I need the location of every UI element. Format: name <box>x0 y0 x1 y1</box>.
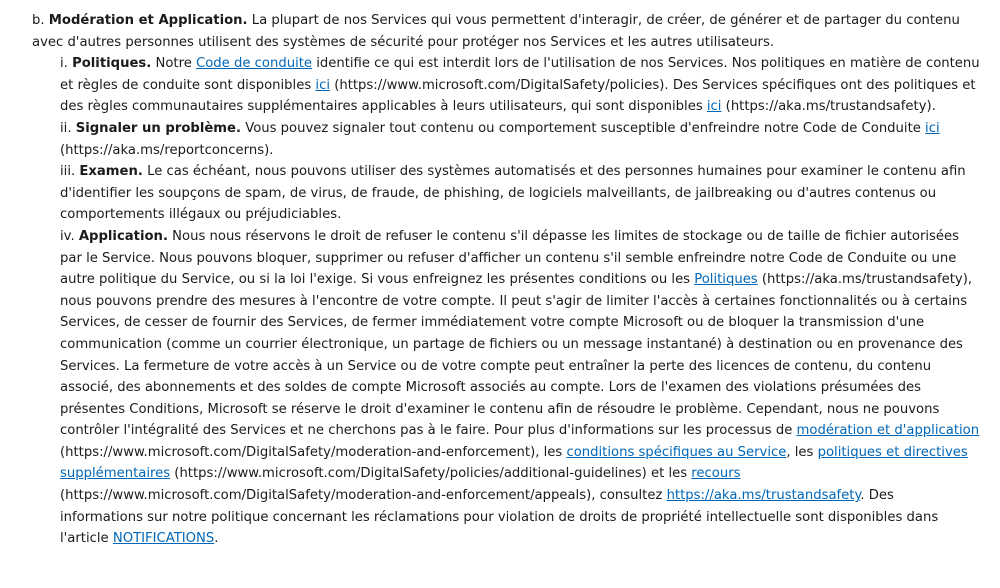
item-iii-heading: Examen. <box>79 164 143 180</box>
section-b-text: La plupart de nos Services qui vous permettent d'interagir, de créer, de générer et de partager du contenu avec d'autres personnes utilisent des systèmes de sécurité pour protéger nos Services et les autres utilisateurs. <box>32 13 960 50</box>
item-iv-text-7: . Des informations sur notre politique concernant les réclamations pour violation de droits de propriété intellectuelle sont disponibles dans l'article <box>60 488 939 547</box>
item-iv-text-3: (https://www.microsoft.com/DigitalSafety/moderation-and-enforcement), les <box>60 444 567 460</box>
item-iv-text-6: (https://www.microsoft.com/DigitalSafety/moderation-and-enforcement/appeals), consultez <box>60 488 667 504</box>
item-iii-paragraph <box>32 161 980 226</box>
item-iv-text-2: (https://aka.ms/trustandsafety), nous pouvons prendre des mesures à l'encontre de votre compte. Il peut s'agir de limiter l'accès à certaines fonctionnalités ou à certains Services, de cesser de fournir des Services, de fermer immédiatement votre compte Microsoft ou de bloquer la transmission d'une communication (comme un courrier électronique, un partage de fichiers ou un message instantané) à destination ou en provenance des Services. La fermeture de votre accès à un Service ou de votre compte peut entraîner la perte des licences de contenu, du contenu associé, des abonnements et des soldes de compte Microsoft associés au compte. Lors de l'examen des violations présumées des présentes Conditions, Microsoft se réserve le droit d'examiner le contenu afin de résoudre le problème. Cependant, nous ne pouvons contrôler l'intégralité des Services et ne cherchons pas à le faire. Pour plus d'informations sur les processus de <box>60 272 973 439</box>
item-i-text-4: (https://aka.ms/trustandsafety). <box>721 99 936 115</box>
item-ii-heading: Signaler un problème. <box>75 120 241 136</box>
item-i-heading: Politiques. <box>72 56 152 72</box>
item-i-text-1: Notre <box>151 56 197 72</box>
item-i-prefix: i. <box>60 56 73 72</box>
code-de-conduite-link[interactable]: Code de conduite <box>196 56 313 72</box>
item-i-text-2: identifie ce qui est interdit lors de l'utilisation de nos Services. Nos politiques en matière de contenu et règles de conduite sont disponibles <box>60 56 980 93</box>
section-b-heading: Modération et Application. <box>48 13 248 28</box>
politiques-directives-link[interactable]: politiques et directives supplémentaires <box>60 444 968 482</box>
item-ii-paragraph <box>32 118 980 161</box>
item-iv-prefix: iv. <box>60 228 79 244</box>
moderation-application-link[interactable]: modération et d'application <box>796 423 980 439</box>
recours-link[interactable]: recours <box>691 466 741 482</box>
item-i-paragraph <box>32 53 980 118</box>
policies-ici-link[interactable]: ici <box>315 77 330 93</box>
item-iv-text-4: , les <box>786 444 818 460</box>
section-b-paragraph <box>32 10 980 53</box>
trustandsafety-url-link[interactable]: https://aka.ms/trustandsafety <box>666 488 861 504</box>
notifications-link[interactable]: NOTIFICATIONS <box>112 531 215 547</box>
item-iv-paragraph <box>32 226 980 550</box>
item-iv-heading: Application. <box>78 228 168 244</box>
trustandsafety-ici-link[interactable]: ici <box>706 99 722 115</box>
item-ii-text-1: Vous pouvez signaler tout contenu ou comportement susceptible d'enfreindre notre Code de Conduite <box>241 120 926 136</box>
section-b-prefix: b. <box>32 13 49 28</box>
item-iii-text-1: Le cas échéant, nous pouvons utiliser des systèmes automatisés et des personnes humaines pour examiner le contenu afin d'identifier les soupçons de spam, de virus, de fraude, de phishing, de logiciels malveillants, de jailbreaking ou d'autres contenus ou comportements illégaux ou préjudiciables. <box>60 164 966 223</box>
item-iii-prefix: iii. <box>60 164 80 180</box>
item-iv-text-1: Nous nous réservons le droit de refuser le contenu s'il dépasse les limites de stockage ou de taille de fichier autorisées par le Service. Nous pouvons bloquer, supprimer ou refuser d'afficher un contenu s'il semble enfreindre notre Code de Conduite ou une autre politique du Service, ou si la loi l'exige. Si vous enfreignez les présentes conditions ou les <box>60 228 960 288</box>
politiques-link[interactable]: Politiques <box>694 272 758 288</box>
report-concerns-ici-link[interactable]: ici <box>925 120 940 136</box>
item-ii-text-2: (https://aka.ms/reportconcerns). <box>60 142 274 158</box>
item-iv-text-8: . <box>214 531 219 547</box>
item-i-text-3: (https://www.microsoft.com/DigitalSafety/policies). Des Services spécifiques ont des politiques et des règles communautaires supplémentaires applicables à leurs utilisateurs, qui sont disponibles <box>60 77 976 115</box>
conditions-specifiques-link[interactable]: conditions spécifiques au Service <box>566 444 787 460</box>
item-ii-prefix: ii. <box>60 120 76 136</box>
item-iv-text-5: (https://www.microsoft.com/DigitalSafety/policies/additional-guidelines) et les <box>170 466 692 482</box>
